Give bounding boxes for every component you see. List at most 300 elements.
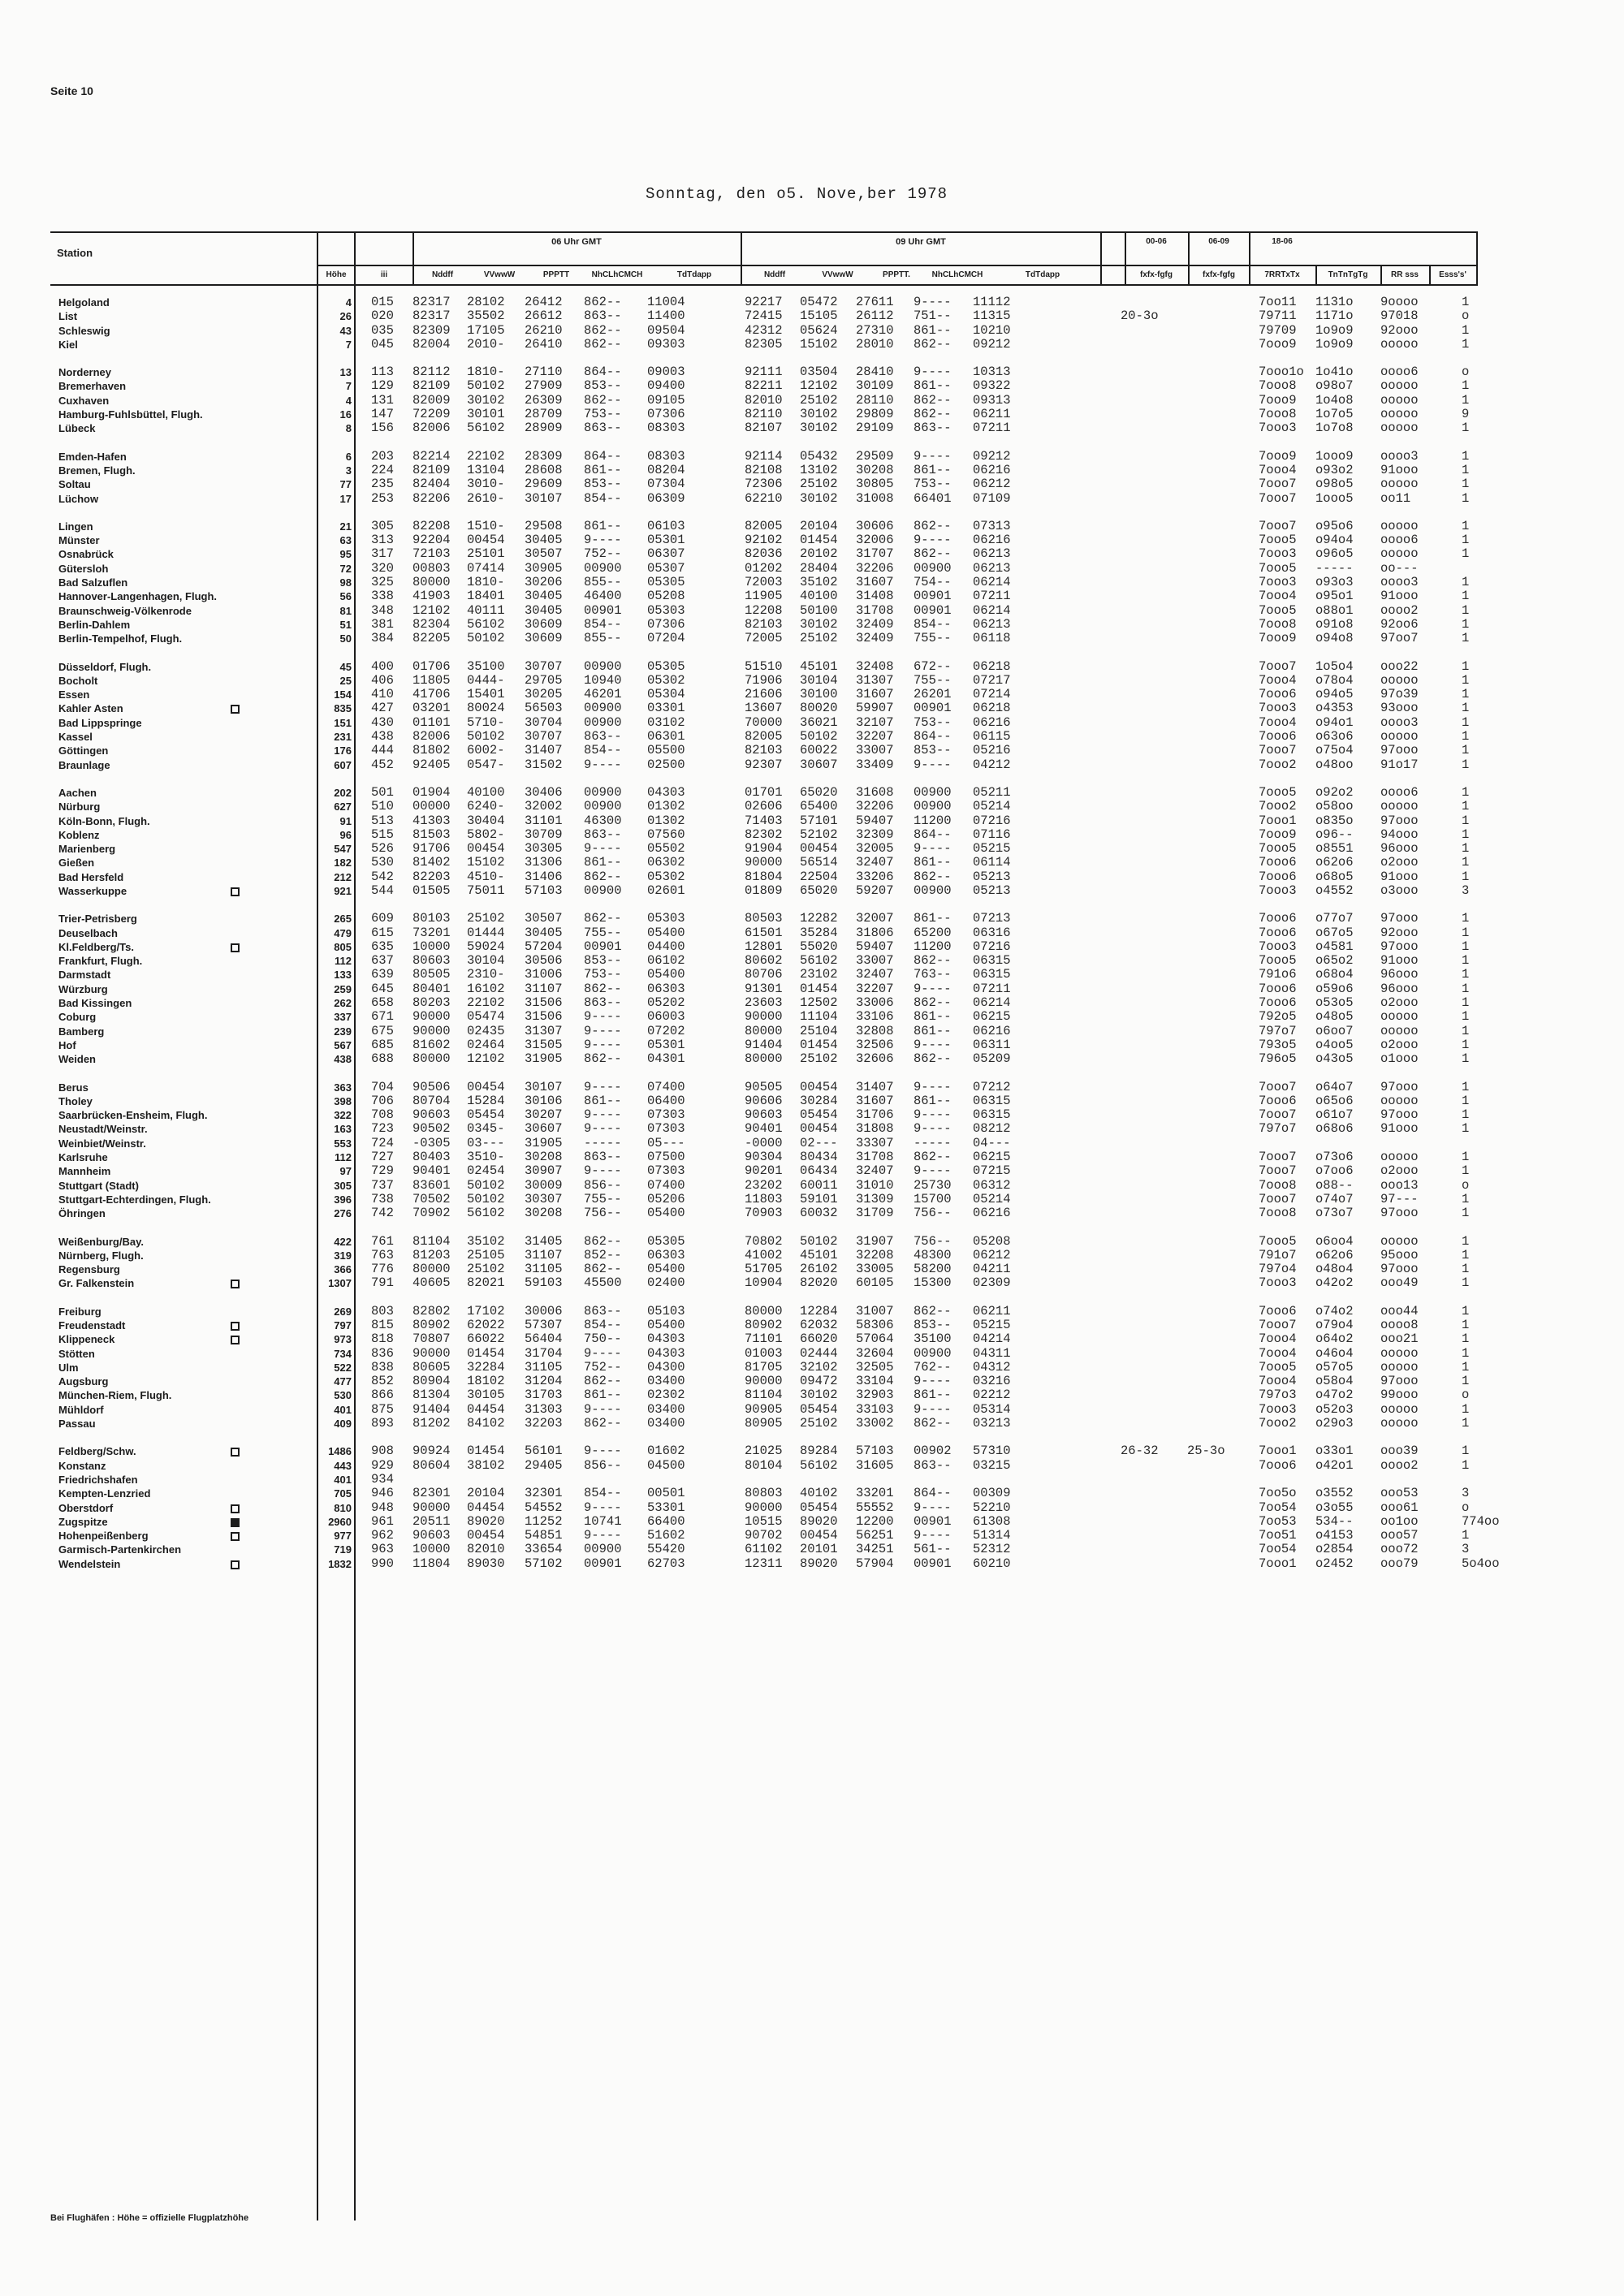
precipitation-group: 97oo7 bbox=[1380, 631, 1419, 646]
snow-group: 1 bbox=[1462, 967, 1470, 982]
table-row bbox=[0, 492, 1624, 506]
obs09-dewpoint: 06213 bbox=[973, 560, 1011, 576]
precipitation-group: 97ooo bbox=[1380, 813, 1419, 828]
obs09-clouds: 00901 bbox=[914, 1513, 952, 1529]
station-id: 338 bbox=[371, 589, 394, 604]
obs09-clouds: 9---- bbox=[914, 1163, 952, 1179]
obs06-pressure: 28608 bbox=[525, 462, 563, 477]
station-id: 962 bbox=[371, 1528, 394, 1543]
obs09-dewpoint: 07313 bbox=[973, 518, 1011, 533]
table-row bbox=[0, 688, 1624, 701]
extremes-18-06: 7ooo9 bbox=[1259, 826, 1297, 842]
station-hoehe: 810 bbox=[334, 1501, 352, 1514]
obs06-dewpoint: 07303 bbox=[647, 1163, 685, 1179]
station-id: 704 bbox=[371, 1079, 394, 1094]
station-hoehe: 7 bbox=[345, 338, 352, 351]
obs09-dewpoint: 61308 bbox=[973, 1513, 1011, 1529]
obs09-dewpoint: 06218 bbox=[973, 658, 1011, 674]
station-name: Cuxhaven bbox=[58, 394, 110, 407]
obs09-wind: 82305 bbox=[745, 336, 783, 352]
station-id: 542 bbox=[371, 869, 394, 884]
obs06-wind: 80704 bbox=[412, 1093, 451, 1108]
obs09-pressure: 32409 bbox=[856, 616, 894, 632]
station-id: 530 bbox=[371, 855, 394, 870]
table-row bbox=[0, 814, 1624, 828]
obs09-clouds: 861-- bbox=[914, 911, 952, 926]
station-hoehe: 163 bbox=[334, 1123, 352, 1136]
extremes-18-06: 7ooo9 bbox=[1259, 336, 1297, 352]
obs09-clouds: 763-- bbox=[914, 967, 952, 982]
snow-group: 1 bbox=[1462, 826, 1470, 842]
obs09-pressure: 31708 bbox=[856, 602, 894, 618]
obs06-pressure: 29508 bbox=[525, 518, 563, 533]
station-name: Garmisch-Partenkirchen bbox=[58, 1543, 182, 1556]
obs06-clouds: 750-- bbox=[584, 1331, 622, 1347]
temperature-group: o95o1 bbox=[1315, 589, 1354, 604]
obs06-pressure: 31703 bbox=[525, 1388, 563, 1403]
obs09-weather: 30102 bbox=[800, 1388, 838, 1403]
obs09-wind: 80000 bbox=[745, 1303, 783, 1318]
table-row bbox=[0, 365, 1624, 379]
obs06-clouds: 861-- bbox=[584, 518, 622, 533]
obs09-wind: 01202 bbox=[745, 560, 783, 576]
obs09-dewpoint: 06218 bbox=[973, 701, 1011, 716]
obs09-dewpoint: 11112 bbox=[973, 295, 1011, 309]
obs06-pressure: 31107 bbox=[525, 981, 563, 996]
obs09-wind: 82005 bbox=[745, 518, 783, 533]
obs09-wind: 01809 bbox=[745, 883, 783, 898]
obs06-dewpoint: 03400 bbox=[647, 1401, 685, 1417]
station-id: 452 bbox=[371, 757, 394, 772]
obs09-pressure: 32505 bbox=[856, 1359, 894, 1375]
obs09-dewpoint: 06216 bbox=[973, 714, 1011, 730]
obs09-pressure: 31706 bbox=[856, 1107, 894, 1123]
snow-group: 1 bbox=[1462, 995, 1470, 1011]
obs06-clouds: 753-- bbox=[584, 967, 622, 982]
obs06-wind: 80904 bbox=[412, 1374, 451, 1389]
obs06-weather: 01454 bbox=[467, 1345, 505, 1361]
snow-group: 1 bbox=[1462, 546, 1470, 562]
obs06-dewpoint: 01302 bbox=[647, 799, 685, 814]
table-top-border bbox=[50, 231, 1478, 233]
precipitation-group: 91ooo bbox=[1380, 953, 1419, 969]
obs09-clouds: 9---- bbox=[914, 295, 952, 309]
station-header: Station bbox=[57, 247, 93, 259]
obs09-weather: 23102 bbox=[800, 967, 838, 982]
obs09-dewpoint: 10210 bbox=[973, 322, 1011, 338]
obs06-pressure: 31407 bbox=[525, 743, 563, 758]
temperature-group: o46o4 bbox=[1315, 1345, 1354, 1361]
station-id: 253 bbox=[371, 490, 394, 506]
precipitation-group: 96ooo bbox=[1380, 967, 1419, 982]
obs06-dewpoint: 05305 bbox=[647, 575, 685, 590]
precipitation-group: oooo8 bbox=[1380, 1318, 1419, 1332]
obs09-wind: 61102 bbox=[745, 1542, 783, 1557]
obs09-weather: 15102 bbox=[800, 336, 838, 352]
obs06-weather: 40100 bbox=[467, 784, 505, 800]
obs06-wind: 82009 bbox=[412, 392, 451, 408]
obs06-clouds: 863-- bbox=[584, 729, 622, 744]
station-hoehe: 133 bbox=[334, 969, 352, 982]
obs06-wind: 80605 bbox=[412, 1359, 451, 1375]
precipitation-group: ooo44 bbox=[1380, 1303, 1419, 1318]
obs09-clouds: 753-- bbox=[914, 477, 952, 492]
obs09-wind: 10515 bbox=[745, 1513, 783, 1529]
obs06-weather: 20104 bbox=[467, 1486, 505, 1501]
snow-group: 1 bbox=[1462, 799, 1470, 814]
obs06-wind: 80103 bbox=[412, 911, 451, 926]
obs09-clouds: 9---- bbox=[914, 1374, 952, 1389]
obs09-weather: 20102 bbox=[800, 546, 838, 562]
obs09-wind: 80104 bbox=[745, 1457, 783, 1473]
obs06-weather: 89030 bbox=[467, 1556, 505, 1571]
obs09-wind: 82103 bbox=[745, 743, 783, 758]
station-id: 685 bbox=[371, 1037, 394, 1052]
obs06-dewpoint: 09003 bbox=[647, 365, 685, 380]
obs06-weather: 03--- bbox=[467, 1135, 505, 1150]
snow-group: 1 bbox=[1462, 981, 1470, 996]
station-hoehe: 81 bbox=[339, 604, 352, 617]
obs09-clouds: ----- bbox=[914, 1135, 952, 1150]
table-row bbox=[0, 884, 1624, 898]
obs06-weather: 00454 bbox=[467, 841, 505, 857]
obs06-clouds: 852-- bbox=[584, 1247, 622, 1262]
obs06-clouds: 00901 bbox=[584, 939, 622, 954]
station-id: 510 bbox=[371, 799, 394, 814]
obs09-pressure: 57064 bbox=[856, 1331, 894, 1347]
obs06-dewpoint: 06307 bbox=[647, 546, 685, 562]
table-row bbox=[0, 912, 1624, 926]
group-spacer bbox=[0, 1431, 1624, 1444]
obs06-wind: 82317 bbox=[412, 295, 451, 309]
obs06-clouds: 863-- bbox=[584, 826, 622, 842]
precipitation-group: oooo3 bbox=[1380, 714, 1419, 730]
obs06-wind: 90506 bbox=[412, 1079, 451, 1094]
station-id: 427 bbox=[371, 701, 394, 716]
obs06-pressure: 32002 bbox=[525, 799, 563, 814]
station-id: 515 bbox=[371, 826, 394, 842]
station-name: Mannheim bbox=[58, 1165, 111, 1178]
obs09-dewpoint: 05215 bbox=[973, 841, 1011, 857]
precipitation-group: ooooo bbox=[1380, 336, 1419, 352]
obs09-weather: 30102 bbox=[800, 407, 838, 422]
station-id: 675 bbox=[371, 1023, 394, 1038]
obs06-pressure: 27110 bbox=[525, 365, 563, 380]
gmt09-end-border bbox=[1100, 231, 1102, 284]
obs09-weather: 50102 bbox=[800, 729, 838, 744]
obs06-dewpoint: 09105 bbox=[647, 392, 685, 408]
header-bottom-border bbox=[50, 284, 1478, 286]
station-name: Göttingen bbox=[58, 744, 109, 757]
obs06-clouds: 9---- bbox=[584, 1121, 622, 1137]
obs09-clouds: 9---- bbox=[914, 1107, 952, 1123]
station-name: Ulm bbox=[58, 1361, 79, 1374]
gmt09-header: 09 Uhr GMT bbox=[896, 237, 946, 247]
obs06-dewpoint: 62703 bbox=[647, 1556, 685, 1571]
station-id: 836 bbox=[371, 1345, 394, 1361]
precipitation-group: ooo57 bbox=[1380, 1528, 1419, 1543]
table-row bbox=[0, 421, 1624, 435]
obs06-clouds: 00900 bbox=[584, 701, 622, 716]
table-row bbox=[0, 1557, 1624, 1571]
obs09-clouds: 755-- bbox=[914, 631, 952, 646]
obs06-pressure: 30009 bbox=[525, 1177, 563, 1193]
station-hoehe: 366 bbox=[334, 1263, 352, 1276]
precipitation-group: oo--- bbox=[1380, 560, 1419, 576]
obs09-pressure: 31607 bbox=[856, 1093, 894, 1108]
obs06-weather: 15102 bbox=[467, 855, 505, 870]
obs09-pressure: 27611 bbox=[856, 295, 894, 309]
obs06-dewpoint: 55420 bbox=[647, 1542, 685, 1557]
precipitation-group: ooooo bbox=[1380, 1150, 1419, 1165]
table-row bbox=[0, 926, 1624, 940]
station-name: Konstanz bbox=[58, 1459, 106, 1472]
station-name: Würzburg bbox=[58, 982, 108, 995]
station-hoehe: 719 bbox=[334, 1543, 352, 1556]
obs06-dewpoint: 04303 bbox=[647, 1331, 685, 1347]
obs09-wind: 01701 bbox=[745, 784, 783, 800]
station-name: Köln-Bonn, Flugh. bbox=[58, 814, 150, 827]
snow-group: 1 bbox=[1462, 701, 1470, 716]
snow-group: 1 bbox=[1462, 1107, 1470, 1123]
obs06-dewpoint: 05400 bbox=[647, 1318, 685, 1332]
obs06-wind: 80403 bbox=[412, 1150, 451, 1165]
station-name: Helgoland bbox=[58, 296, 110, 309]
obs09-dewpoint: 06213 bbox=[973, 546, 1011, 562]
station-name: Oberstdorf bbox=[58, 1501, 114, 1514]
obs09-weather: 05454 bbox=[800, 1500, 838, 1515]
extremes-18-06: 7ooo8 bbox=[1259, 616, 1297, 632]
obs06-dewpoint: 09400 bbox=[647, 378, 685, 394]
obs06-pressure: 31306 bbox=[525, 855, 563, 870]
obs06-clouds: 854-- bbox=[584, 616, 622, 632]
snow-group: 1 bbox=[1462, 1150, 1470, 1165]
table-row bbox=[0, 1025, 1624, 1038]
col09-dewpoint: TdTdapp bbox=[1025, 270, 1060, 279]
obs09-pressure: 32005 bbox=[856, 841, 894, 857]
precipitation-group: 97ooo bbox=[1380, 1374, 1419, 1389]
obs06-weather: 02454 bbox=[467, 1163, 505, 1179]
station-id: 688 bbox=[371, 1051, 394, 1067]
obs06-wind: 81203 bbox=[412, 1247, 451, 1262]
obs06-clouds: 862-- bbox=[584, 1233, 622, 1249]
obs09-wind: 90000 bbox=[745, 1009, 783, 1025]
obs09-wind: 71101 bbox=[745, 1331, 783, 1347]
station-name: Bad Hersfeld bbox=[58, 870, 124, 883]
temperature-group: o6oo4 bbox=[1315, 1233, 1354, 1249]
obs06-weather: 66022 bbox=[467, 1331, 505, 1347]
temperature-group: o94o4 bbox=[1315, 533, 1354, 548]
temperature-group: o4581 bbox=[1315, 939, 1354, 954]
obs09-pressure: 12200 bbox=[856, 1513, 894, 1529]
station-id: 761 bbox=[371, 1233, 394, 1249]
extremes-18-06: 7ooo4 bbox=[1259, 462, 1297, 477]
snow-group: 1 bbox=[1462, 855, 1470, 870]
obs06-wind: 82006 bbox=[412, 421, 451, 436]
station-hoehe: 17 bbox=[339, 492, 352, 505]
station-name: Klippeneck bbox=[58, 1333, 115, 1346]
precipitation-group: ooooo bbox=[1380, 392, 1419, 408]
station-hoehe: 97 bbox=[339, 1165, 352, 1178]
obs09-wind: 90201 bbox=[745, 1163, 783, 1179]
obs09-clouds: 9---- bbox=[914, 1500, 952, 1515]
obs06-dewpoint: 05400 bbox=[647, 925, 685, 940]
obs06-wind: 82112 bbox=[412, 365, 451, 380]
obs09-dewpoint: 06216 bbox=[973, 1206, 1011, 1221]
snow-group: 1 bbox=[1462, 757, 1470, 772]
obs06-clouds: 861-- bbox=[584, 1093, 622, 1108]
obs06-dewpoint: 07202 bbox=[647, 1023, 685, 1038]
extremes-18-06: 7ooo6 bbox=[1259, 729, 1297, 744]
obs06-wind: 82208 bbox=[412, 518, 451, 533]
obs06-clouds: 861-- bbox=[584, 1388, 622, 1403]
obs09-clouds: 9---- bbox=[914, 981, 952, 996]
station-name: Stuttgart-Echterdingen, Flugh. bbox=[58, 1193, 211, 1206]
table-row bbox=[0, 856, 1624, 870]
square-icon bbox=[231, 1560, 240, 1569]
temperature-group: o58oo bbox=[1315, 799, 1354, 814]
obs09-pressure: 31010 bbox=[856, 1177, 894, 1193]
obs06-dewpoint: 06400 bbox=[647, 1093, 685, 1108]
station-hoehe: 182 bbox=[334, 857, 352, 870]
obs09-wind: 90905 bbox=[745, 1401, 783, 1417]
table-row bbox=[0, 786, 1624, 800]
obs09-pressure: 26112 bbox=[856, 309, 894, 324]
temperature-group: 1o4o8 bbox=[1315, 392, 1354, 408]
temperature-group: o88-- bbox=[1315, 1177, 1354, 1193]
obs09-weather: 65020 bbox=[800, 883, 838, 898]
obs09-weather: 06434 bbox=[800, 1163, 838, 1179]
station-id: 635 bbox=[371, 939, 394, 954]
temperature-group: o74o2 bbox=[1315, 1303, 1354, 1318]
obs09-wind: 01003 bbox=[745, 1345, 783, 1361]
obs09-pressure: 32208 bbox=[856, 1247, 894, 1262]
obs09-pressure: 33007 bbox=[856, 953, 894, 969]
station-hoehe: 4 bbox=[345, 296, 352, 309]
snow-group: 1 bbox=[1462, 1374, 1470, 1389]
station-name: Gießen bbox=[58, 857, 95, 870]
temperature-group: 1131o bbox=[1315, 295, 1354, 309]
station-id: 639 bbox=[371, 967, 394, 982]
obs09-clouds: 756-- bbox=[914, 1206, 952, 1221]
obs09-weather: 01454 bbox=[800, 1037, 838, 1052]
extremes-18-06: 7ooo2 bbox=[1259, 1416, 1297, 1431]
temperature-group: o73o7 bbox=[1315, 1206, 1354, 1221]
obs09-wind: 82010 bbox=[745, 392, 783, 408]
extremes-18-06: 7oo54 bbox=[1259, 1542, 1297, 1557]
obs09-weather: 40100 bbox=[800, 589, 838, 604]
precipitation-group: 96ooo bbox=[1380, 981, 1419, 996]
obs06-dewpoint: 02601 bbox=[647, 883, 685, 898]
table-row bbox=[0, 1501, 1624, 1515]
precipitation-group: ooooo bbox=[1380, 546, 1419, 562]
obs06-wind: 01706 bbox=[412, 658, 451, 674]
obs06-weather: 89020 bbox=[467, 1513, 505, 1529]
table-row bbox=[0, 1332, 1624, 1346]
snow-group: 1 bbox=[1462, 575, 1470, 590]
station-hoehe: 319 bbox=[334, 1249, 352, 1262]
station-hoehe: 21 bbox=[339, 520, 352, 533]
station-name: Passau bbox=[58, 1418, 96, 1431]
extremes-18-06: 7ooo3 bbox=[1259, 1401, 1297, 1417]
snow-group: 1 bbox=[1462, 841, 1470, 857]
table-row bbox=[0, 1403, 1624, 1417]
obs06-clouds: 753-- bbox=[584, 407, 622, 422]
obs09-pressure: 31607 bbox=[856, 575, 894, 590]
obs06-weather: 2310- bbox=[467, 967, 505, 982]
obs06-dewpoint: 07560 bbox=[647, 826, 685, 842]
temperature-group: o59o6 bbox=[1315, 981, 1354, 996]
snow-group: 1 bbox=[1462, 631, 1470, 646]
obs06-dewpoint: 05206 bbox=[647, 1191, 685, 1206]
obs06-clouds: 9---- bbox=[584, 1401, 622, 1417]
station-id: 990 bbox=[371, 1556, 394, 1571]
station-hoehe: 91 bbox=[339, 814, 352, 827]
station-hoehe: 77 bbox=[339, 478, 352, 491]
obs06-dewpoint: 04303 bbox=[647, 784, 685, 800]
station-hoehe: 239 bbox=[334, 1025, 352, 1038]
obs06-wind: 80000 bbox=[412, 1262, 451, 1277]
precipitation-group: 97ooo bbox=[1380, 1079, 1419, 1094]
precipitation-group: ooooo bbox=[1380, 378, 1419, 394]
extremes-18-06: 7ooo1 bbox=[1259, 1444, 1297, 1459]
obs09-pressure: 28010 bbox=[856, 336, 894, 352]
extremes-18-06: 7ooo7 bbox=[1259, 1191, 1297, 1206]
temperature-group: o92o2 bbox=[1315, 784, 1354, 800]
station-hoehe: 63 bbox=[339, 534, 352, 547]
extremes-18-06: 7ooo6 bbox=[1259, 981, 1297, 996]
extremes-18-06: 7ooo2 bbox=[1259, 799, 1297, 814]
station-name: Kl.Feldberg/Ts. bbox=[58, 940, 134, 953]
obs06-weather: 5710- bbox=[467, 714, 505, 730]
obs09-dewpoint: 07217 bbox=[973, 672, 1011, 688]
obs09-dewpoint: 07212 bbox=[973, 1079, 1011, 1094]
obs09-clouds: 861-- bbox=[914, 1093, 952, 1108]
table-row bbox=[0, 1150, 1624, 1164]
obs06-dewpoint: 06102 bbox=[647, 953, 685, 969]
station-name: Bamberg bbox=[58, 1025, 105, 1038]
obs09-weather: 56102 bbox=[800, 953, 838, 969]
obs09-clouds: 9---- bbox=[914, 1121, 952, 1137]
obs06-dewpoint: 05301 bbox=[647, 1037, 685, 1052]
table-row bbox=[0, 1249, 1624, 1262]
snow-group: 1 bbox=[1462, 1345, 1470, 1361]
obs06-weather: 00454 bbox=[467, 533, 505, 548]
table-row bbox=[0, 618, 1624, 632]
precipitation-group: ooo13 bbox=[1380, 1177, 1419, 1193]
station-name: Stötten bbox=[58, 1347, 95, 1360]
col06-ppptt: PPPTT bbox=[542, 270, 570, 279]
obs06-weather: 50102 bbox=[467, 1177, 505, 1193]
extremes-18-06: 793o5 bbox=[1259, 1037, 1297, 1052]
obs06-pressure: 59103 bbox=[525, 1275, 563, 1291]
table-row bbox=[0, 1361, 1624, 1375]
obs09-pressure: 55552 bbox=[856, 1500, 894, 1515]
col09-ppptt: PPPTT. bbox=[883, 270, 910, 279]
obs09-clouds: 862-- bbox=[914, 392, 952, 408]
station-name: Bremerhaven bbox=[58, 380, 127, 393]
obs06-weather: 22102 bbox=[467, 995, 505, 1011]
obs06-dewpoint: 04301 bbox=[647, 1051, 685, 1067]
obs09-dewpoint: 60210 bbox=[973, 1556, 1011, 1571]
table-row bbox=[0, 744, 1624, 757]
snow-group: 1 bbox=[1462, 1444, 1470, 1459]
obs09-weather: 65400 bbox=[800, 799, 838, 814]
obs06-pressure: 30905 bbox=[525, 560, 563, 576]
station-name: Augsburg bbox=[58, 1375, 109, 1388]
station-id: 776 bbox=[371, 1262, 394, 1277]
temperature-group: o74o7 bbox=[1315, 1191, 1354, 1206]
